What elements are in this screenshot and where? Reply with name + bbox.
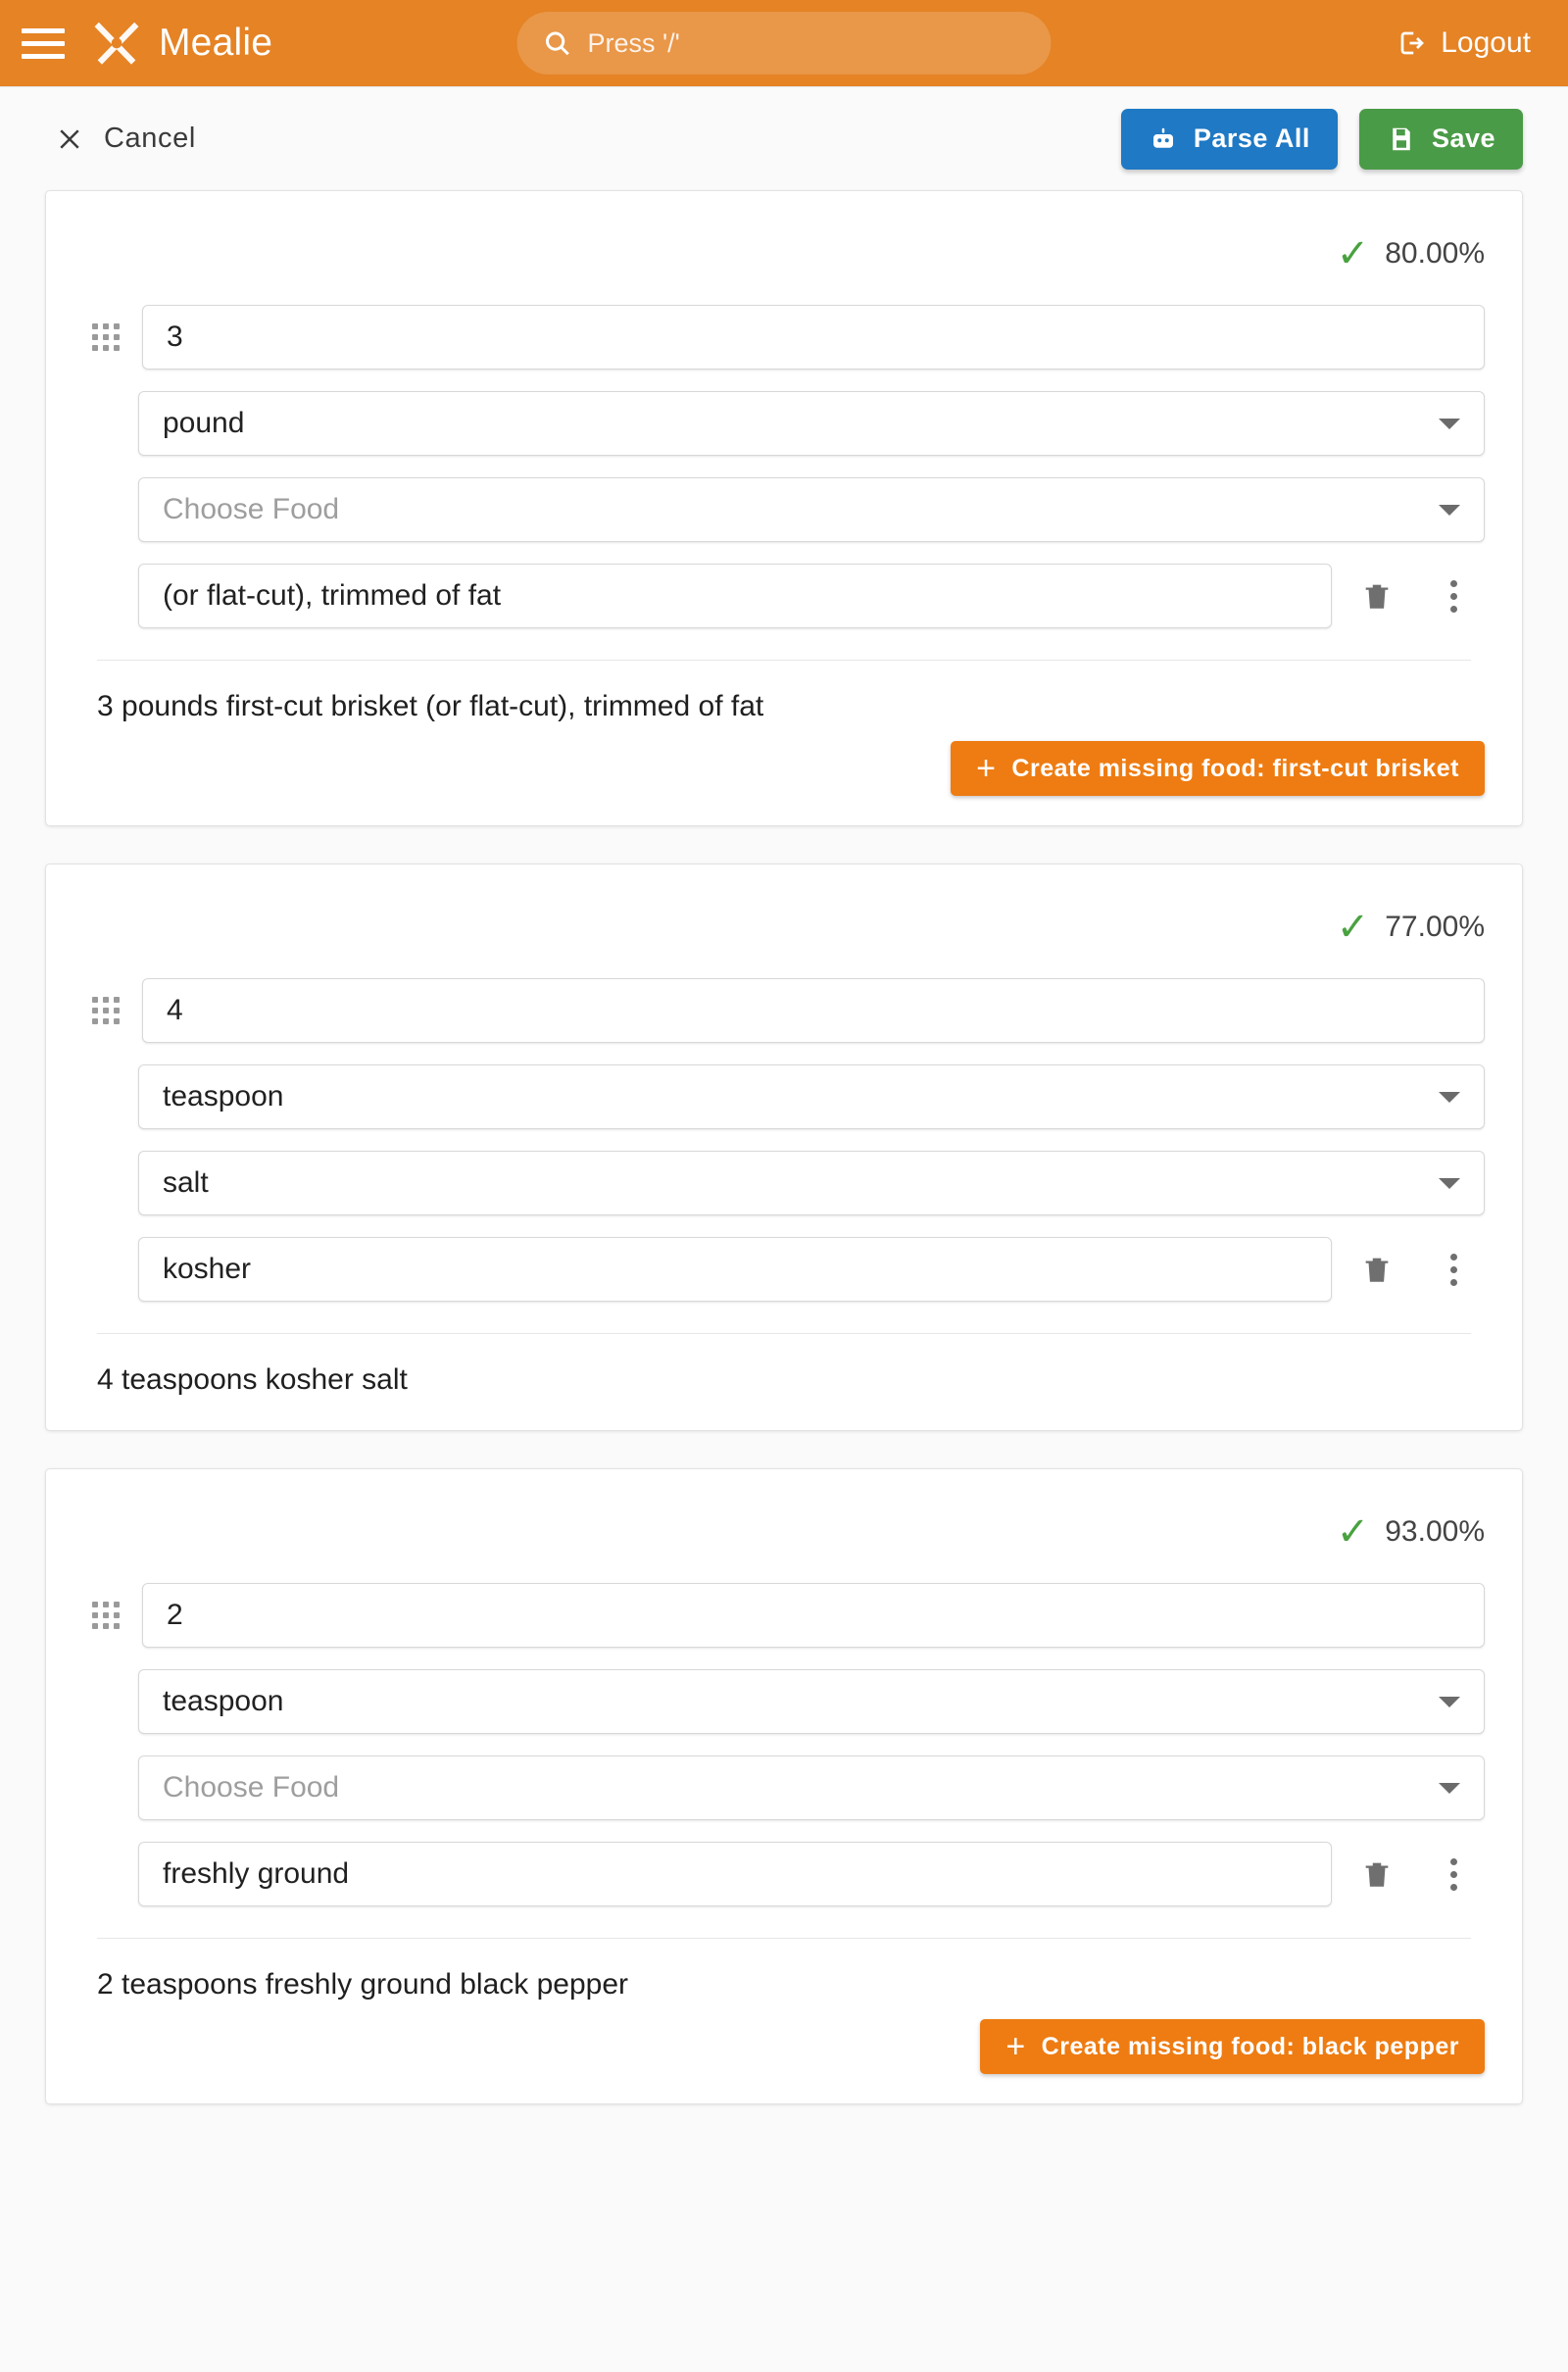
more-options-button[interactable] (1422, 565, 1485, 627)
robot-icon (1149, 124, 1178, 154)
original-text: 2 teaspoons freshly ground black pepper (97, 1968, 629, 2001)
quantity-input[interactable]: 3 (142, 305, 1485, 370)
parse-all-label: Parse All (1193, 124, 1310, 153)
save-label: Save (1431, 124, 1495, 153)
save-button[interactable] (1359, 109, 1523, 170)
create-missing-row (83, 2005, 1485, 2074)
plus-icon: + (1005, 2028, 1026, 2065)
trash-icon (1360, 1253, 1394, 1286)
food-value: salt (163, 1166, 209, 1199)
logout-label: Logout (1441, 26, 1531, 59)
logout-button[interactable] (1397, 26, 1546, 60)
chevron-down-icon (1439, 1178, 1460, 1189)
quantity-input[interactable]: 4 (142, 978, 1485, 1043)
food-value: Choose Food (163, 493, 340, 525)
close-icon (55, 124, 84, 154)
ingredient-card (45, 1468, 1523, 2104)
delete-button[interactable] (1346, 1843, 1408, 1905)
quantity-input[interactable]: 2 (142, 1583, 1485, 1648)
dots-vertical-icon (1450, 1254, 1457, 1286)
drag-handle-icon[interactable] (83, 323, 128, 351)
unit-row (83, 1669, 1485, 1734)
note-row (83, 564, 1485, 628)
note-input[interactable]: kosher (138, 1237, 1332, 1302)
confidence-value: 77.00% (1385, 911, 1485, 943)
delete-button[interactable] (1346, 1238, 1408, 1301)
content-save-icon (1387, 124, 1416, 154)
app-title: Mealie (159, 22, 273, 64)
chevron-down-icon (1439, 1783, 1460, 1794)
check-icon: ✓ (1336, 232, 1370, 275)
original-text: 4 teaspoons kosher salt (97, 1363, 408, 1396)
chevron-down-icon (1439, 1697, 1460, 1707)
drag-handle-icon[interactable] (83, 997, 128, 1024)
confidence-value: 80.00% (1385, 237, 1485, 270)
search-input[interactable] (517, 12, 1052, 74)
fork-knife-logo-icon (88, 15, 145, 72)
search-placeholder: Press '/' (587, 27, 680, 58)
unit-row (83, 1064, 1485, 1129)
quantity-row (83, 305, 1485, 370)
create-missing-food-button[interactable] (951, 741, 1485, 796)
parse-all-button[interactable] (1121, 109, 1338, 170)
cancel-button[interactable] (55, 123, 196, 155)
create-missing-food-label: Create missing food: first-cut brisket (1011, 754, 1459, 782)
more-options-button[interactable] (1422, 1238, 1485, 1301)
quantity-row (83, 1583, 1485, 1648)
quantity-row (83, 978, 1485, 1043)
unit-value: teaspoon (163, 1080, 284, 1112)
check-icon: ✓ (1336, 1510, 1370, 1554)
unit-value: pound (163, 407, 245, 439)
editor-toolbar (0, 86, 1568, 190)
delete-button[interactable] (1346, 565, 1408, 627)
food-select[interactable] (138, 477, 1485, 542)
unit-row (83, 391, 1485, 456)
toolbar-actions (1121, 109, 1523, 170)
chevron-down-icon (1439, 419, 1460, 429)
unit-select[interactable] (138, 1064, 1485, 1129)
chevron-down-icon (1439, 1092, 1460, 1103)
confidence-value: 93.00% (1385, 1515, 1485, 1548)
unit-select[interactable] (138, 391, 1485, 456)
trash-icon (1360, 1857, 1394, 1891)
dots-vertical-icon (1450, 580, 1457, 613)
dots-vertical-icon (1450, 1858, 1457, 1891)
create-missing-food-button[interactable] (980, 2019, 1485, 2074)
food-select[interactable] (138, 1755, 1485, 1820)
cancel-label: Cancel (104, 123, 196, 154)
create-missing-food-label: Create missing food: black pepper (1041, 2032, 1459, 2060)
food-value: Choose Food (163, 1771, 340, 1804)
drag-handle-icon[interactable] (83, 1602, 128, 1629)
more-options-button[interactable] (1422, 1843, 1485, 1905)
unit-select[interactable] (138, 1669, 1485, 1734)
unit-value: teaspoon (163, 1685, 284, 1717)
confidence-row (83, 898, 1485, 957)
trash-icon (1360, 579, 1394, 613)
confidence-row (83, 1503, 1485, 1561)
original-text: 3 pounds first-cut brisket (or flat-cut), trimmed of fat (97, 690, 764, 722)
food-row (83, 1151, 1485, 1215)
note-input[interactable]: freshly ground (138, 1842, 1332, 1906)
create-missing-row (83, 727, 1485, 796)
search-icon (543, 28, 572, 58)
chevron-down-icon (1439, 505, 1460, 516)
app-bar (0, 0, 1568, 86)
hamburger-icon[interactable] (22, 21, 67, 66)
ingredient-card (45, 190, 1523, 826)
food-row (83, 477, 1485, 542)
plus-icon: + (976, 750, 997, 787)
food-row (83, 1755, 1485, 1820)
check-icon: ✓ (1336, 906, 1370, 949)
ingredient-card (45, 864, 1523, 1431)
logout-icon (1397, 28, 1427, 58)
note-row (83, 1237, 1485, 1302)
note-row (83, 1842, 1485, 1906)
food-select[interactable] (138, 1151, 1485, 1215)
note-input[interactable]: (or flat-cut), trimmed of fat (138, 564, 1332, 628)
confidence-row (83, 224, 1485, 283)
ingredient-list (0, 190, 1568, 2181)
